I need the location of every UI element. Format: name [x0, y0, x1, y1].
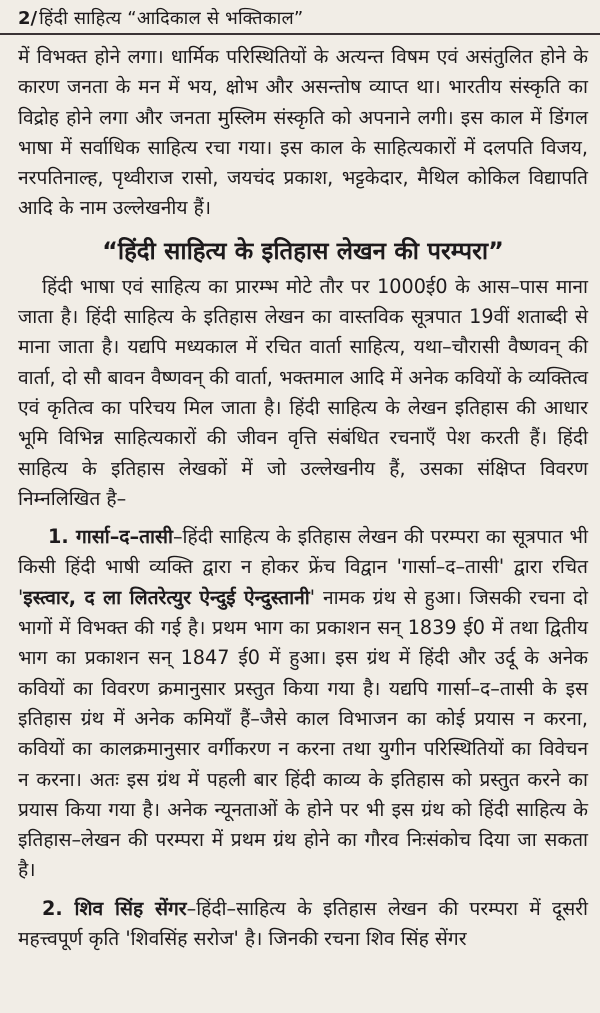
- header-rule: [0, 33, 600, 35]
- history-paragraph: हिंदी भाषा एवं साहित्य का प्रारम्भ मोटे तौर पर 1000ई0 के आस–पास माना जाता है। हिंदी साहित्य के इतिहास लेखन का वास्तविक सूत्रपात 19वीं शताब्दी से माना जाता है। यद्यपि मध्यकाल में रचित वार्ता साहित्य, यथा–चौरासी वैष्णवन् की वार्ता, दो सौ बावन वैष्णवन् की वार्ता, भक्तमाल आदि में अनेक कवियों के व्यक्तित्व एवं कृतित्व का परिचय मिल जाता है। हिंदी साहित्य के लेखन इतिहास की आधार भूमि विभिन्न साहित्यकारों की जीवन वृत्ति संबंधित रचनाएँ पेश करती हैं। हिंदी साहित्य के इतिहास लेखकों में जो उल्लेखनीय हैं, उसका संक्षिप्त विवरण निम्नलिखित है–: [18, 274, 588, 510]
- page-number: 2/: [18, 8, 38, 29]
- item-1-text-b: ' नामक ग्रंथ से हुआ। जिसकी रचना दो भागों में विभक्त की गई है। प्रथम भाग का प्रकाशन सन् 1839 ई0 में तथा द्वितीय भाग का प्रकाशन सन् 1847 ई0 में हुआ। इस ग्रंथ में हिंदी और उर्दू के अनेक कवियों का विवरण क्रमानुसार प्रस्तुत किया गया है। यद्यपि गार्सा–द–तासी के इस इतिहास ग्रंथ में अनेक कमियाँ हैं–जैसे काल विभाजन का कोई प्रयास न करना, कवियों का कालक्रमानुसार वर्गीकरण न करना तथा युगीन परिस्थितियों का विवेचन न करना। अतः इस ग्रंथ में पहली बार हिंदी काव्य के इतिहास को प्रस्तुत करने का प्रयास किया गया है। अनेक न्यूनताओं के होने पर भी इस ग्रंथ को हिंदी साहित्य के इतिहास–लेखन की परम्परा में प्रथम ग्रंथ होने का गौरव निःसंकोच दिया जा सकता है।: [18, 585, 588, 882]
- intro-paragraph: में विभक्त होने लगा। धार्मिक परिस्थितियों के अत्यन्त विषम एवं असंतुलित होने के कारण जनता के मन में भय, क्षोभ और असन्तोष व्याप्त था। भारतीय संस्कृति का विद्रोह होने लगा और जनता मुस्लिम संस्कृति को अपनाने लगी। इस काल में डिंगल भाषा में सर्वाधिक साहित्य रचा गया। इस काल के साहित्यकारों में दलपति विजय, नरपतिनाल्ह, पृथ्वीराज रासो, जयचंद प्रकाश, भट्टकेदार, मैथिल कोकिल विद्यापति आदि के नाम उल्लेखनीय हैं।: [18, 45, 588, 220]
- book-title: हिंदी साहित्य “आदिकाल से भक्तिकाल”: [39, 8, 304, 29]
- item-2-text: –हिंदी–साहित्य के इतिहास लेखन की परम्परा में दूसरी महत्त्वपूर्ण कृति 'शिवसिंह सरोज' है। जिनकी रचना शिव सिंह सेंगर: [18, 896, 588, 951]
- section-heading: “हिंदी साहित्य के इतिहास लेखन की परम्परा”: [102, 236, 504, 265]
- item-1-paragraph: [18, 522, 588, 886]
- item-2-label: 2. शिव सिंह सेंगर: [42, 896, 187, 920]
- paragraph-gap: [18, 514, 588, 522]
- item-2-paragraph: [18, 894, 588, 955]
- paragraph-gap: [18, 886, 588, 894]
- item-1-label: 1. गार्सा–द–तासी: [48, 525, 173, 549]
- item-1-book-title: इस्त्वार, द ला लितरेत्युर ऐन्दुई ऐन्दुस्तानी: [23, 585, 310, 609]
- item-1-text-a: –हिंदी साहित्य के इतिहास लेखन की परम्परा का सूत्रपात भी किसी हिंदी भाषी व्यक्ति द्वारा न होकर फ्रेंच विद्वान 'गार्सा–द–तासी' द्वारा रचित ': [18, 525, 588, 609]
- running-head: [18, 6, 588, 32]
